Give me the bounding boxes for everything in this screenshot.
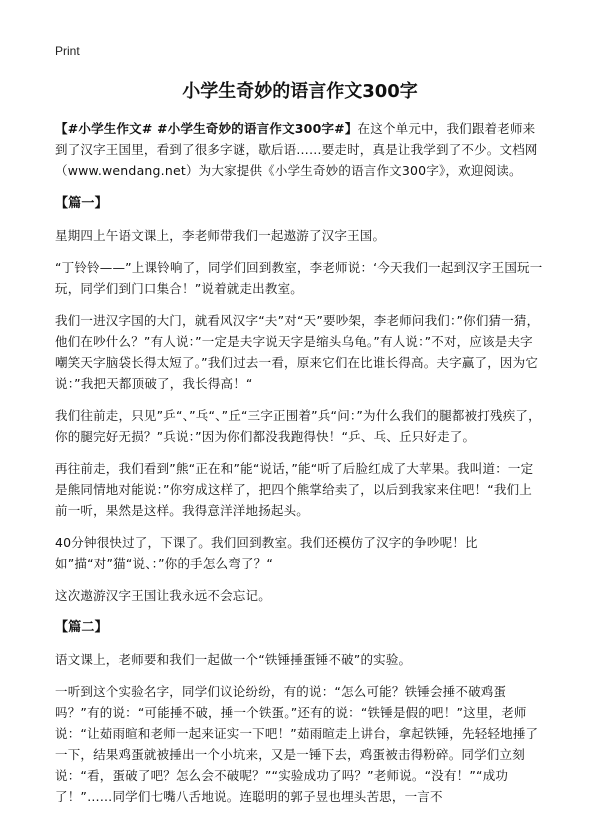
section-heading-1: 【篇一】 [55, 196, 108, 211]
intro-paragraph [55, 118, 543, 181]
paragraph: “丁铃铃——”上课铃响了，同学们回到教室，李老师说：‘今天我们一起到汉字王国玩一玩，同学们到门口集合！”说着就走出教室。 [55, 260, 543, 296]
paragraph: 这次遨游汉字王国让我永远不会忘记。 [55, 588, 271, 603]
print-link[interactable]: Print [55, 44, 80, 58]
intro-tags: 【#小学生作文# #小学生奇妙的语言作文300字#】 [55, 121, 358, 136]
paragraph: 一听到这个实验名字，同学们议论纷纷，有的说：“怎么可能？铁锤会捶不破鸡蛋吗？”有的说：“可能捶不破，捶一个铁蛋。”还有的说：“铁锤是假的吧！”这里，老师说：“让茹雨暄和老师一起来证实一下吧！”茹雨暄走上讲台，拿起铁锤，先轻轻地捶了一下，结果鸡蛋就被捶出一个小坑来，又是一锤下去，鸡蛋被击得粉碎。同学们立刻说：“看，蛋破了吧？怎么会不破呢？”“实验成功了吗？”老师说。“没有！”“成功了！”……同学们七嘴八舌地说。连聪明的郭子昱也埋头苦思，一言不 [55, 684, 539, 804]
section-heading-2: 【篇二】 [55, 620, 108, 635]
paragraph: 语文课上，老师要和我们一起做一个“铁锤捶蛋锤不破”的实验。 [55, 652, 412, 667]
paragraph: 我们一进汉字国的大门，就看风汉字“夫”对“天”要吵架，李老师问我们：”你们猜一猜，他们在吵什么？”有人说：”一定是夫字说天字是缩头乌龟。”有人说：”不对，应该是夫字嘲笑天字脑袋长得太短了。”我们过去一看，原来它们在比谁长得高。夫字赢了，因为它说：”我把天都顶破了，我长得高！“ [55, 313, 540, 391]
paragraph: 我们往前走，只见”乒“、”乓“、”丘“三字正围着”兵“问：”为什么我们的腿都被打残疾了，你的腿完好无损？”兵说：”因为你们都没我跑得快！“乒、乓、丘只好走了。 [55, 408, 541, 444]
page-title: 小学生奇妙的语言作文300字 [182, 81, 418, 102]
article-body [55, 118, 543, 818]
paragraph: 40分钟很快过了，下课了。我们回到教室。我们还模仿了汉字的争吵呢！比如”描“对”猫“说、：”你的手怎么弯了？“ [55, 535, 478, 571]
paragraph: 星期四上午语文课上，李老师带我们一起遨游了汉字王国。 [55, 228, 386, 243]
paragraph: 再往前走，我们看到”熊“正在和”能“说话，”能“听了后脸红成了大苹果。我叫道：一定是熊同情地对能说：”你穷成这样了，把四个熊掌给卖了，以后到我家来住吧！“我们上前一听，果然是这样。我得意洋洋地扬起头。 [55, 461, 534, 518]
intro-text: 在这个单元中，我们跟着老师来到了汉字王国里，看到了很多字谜，歇后语……要走时，真是让我学到了不少。文档网（www.wendang.net）为大家提供《小学生奇妙的语言作文300字》，欢迎阅读。 [55, 121, 538, 178]
